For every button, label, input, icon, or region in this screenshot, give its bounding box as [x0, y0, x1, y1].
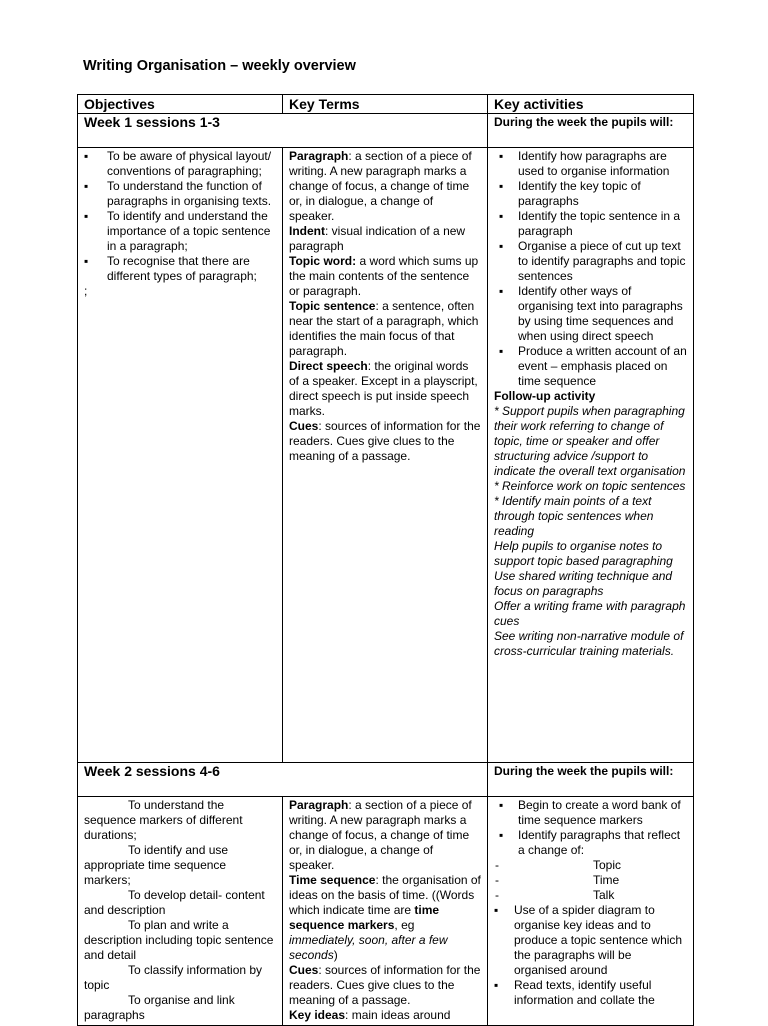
square-bullet-icon: ▪	[499, 209, 504, 223]
dash-bullet-icon: -	[495, 873, 499, 887]
week1-heading-row	[78, 114, 694, 148]
list-item: ▪ To identify and understand the importance of a topic sentence in a paragraph;	[84, 209, 271, 253]
week1-objectives-list	[84, 149, 276, 284]
list-item: ▪ Identify how paragraphs are used to organise information	[499, 149, 670, 178]
header-row	[78, 95, 694, 114]
week1-body-row	[78, 148, 694, 763]
week1-activities-cell	[488, 148, 694, 763]
week1-objectives-cell	[78, 148, 283, 763]
list-item: ▪ Organise a piece of cut up text to identify paragraphs and topic sentences	[499, 239, 686, 283]
key-term: Key ideas: main ideas around	[289, 1008, 451, 1022]
objectives-tail: ;	[84, 284, 88, 298]
week2-change-list	[494, 858, 687, 903]
square-bullet-icon: ▪	[499, 149, 504, 163]
list-item: ▪ Use of a spider diagram to organise key ideas and to produce a topic sentence which the paragraphs will be organised around	[494, 903, 683, 977]
week2-pupils-heading: During the week the pupils will:	[488, 763, 694, 797]
week1-key-terms-cell	[283, 148, 488, 763]
week2-activities-list	[494, 798, 687, 858]
overview-table	[77, 94, 694, 1026]
list-item: ▪ To recognise that there are different types of paragraph;	[84, 254, 257, 283]
list-item: ▪ Identify the key topic of paragraphs	[499, 179, 641, 208]
square-bullet-icon: ▪	[84, 254, 89, 268]
week2-heading: Week 2 sessions 4-6	[78, 763, 488, 797]
square-bullet-icon: ▪	[494, 978, 499, 992]
list-item: To classify information by topic	[84, 963, 263, 992]
week1-activities-list	[494, 149, 687, 389]
list-item: ▪ Read texts, identify useful information and collate the	[494, 978, 655, 1007]
week2-more-activities	[494, 903, 687, 1008]
week1-pupils-heading: During the week the pupils will:	[488, 114, 694, 148]
square-bullet-icon: ▪	[499, 239, 504, 253]
list-item: ▪ Identify paragraphs that reflect a change of:	[499, 828, 681, 857]
key-term: Paragraph: a section of a piece of writing. A new paragraph marks a change of focus, a change of time or, in dialogue, a change of speaker.	[289, 149, 472, 223]
square-bullet-icon: ▪	[84, 179, 89, 193]
list-item: ▪ To understand the function of paragraphs in organising texts.	[84, 179, 272, 208]
followup-list	[494, 404, 687, 659]
list-item: - Topic	[495, 858, 622, 872]
key-term: Topic word: a word which sums up the main contents of the sentence or paragraph.	[289, 254, 479, 298]
week2-heading-row	[78, 763, 694, 797]
square-bullet-icon: ▪	[494, 903, 499, 917]
square-bullet-icon: ▪	[499, 798, 504, 812]
week1-heading: Week 1 sessions 1-3	[78, 114, 488, 148]
key-term: Cues: sources of information for the readers. Cues give clues to the meaning of a passage.	[289, 419, 481, 463]
square-bullet-icon: ▪	[499, 284, 504, 298]
followup-item: See writing non-narrative module of cross-curricular training materials.	[494, 629, 684, 658]
week2-body-row	[78, 797, 694, 1026]
week2-activities-cell	[488, 797, 694, 1026]
column-header-key-terms: Key Terms	[283, 95, 488, 114]
followup-item: Help pupils to organise notes to support topic based paragraphing	[494, 539, 673, 568]
key-term: Topic sentence: a sentence, often near the start of a paragraph, which identifies the main focus of that paragraph.	[289, 299, 479, 358]
key-term: Cues: sources of information for the readers. Cues give clues to the meaning of a passage.	[289, 963, 481, 1007]
square-bullet-icon: ▪	[499, 828, 504, 842]
square-bullet-icon: ▪	[499, 344, 504, 358]
followup-item: Offer a writing frame with paragraph cues	[494, 599, 686, 628]
square-bullet-icon: ▪	[84, 209, 89, 223]
list-item: To identify and use appropriate time sequence markers;	[84, 843, 229, 887]
followup-item: * Identify main points of a text through topic sentences when reading	[494, 494, 654, 538]
followup-item: * Reinforce work on topic sentences	[494, 479, 686, 493]
list-item: To understand the sequence markers of different durations;	[84, 798, 243, 842]
followup-item: Use shared writing technique and focus on paragraphs	[494, 569, 673, 598]
list-item: ▪ To be aware of physical layout/ conventions of paragraphing;	[84, 149, 272, 178]
list-item: ▪ Produce a written account of an event – emphasis placed on time sequence	[499, 344, 687, 388]
list-item: - Time	[495, 873, 620, 887]
week2-objectives-list	[84, 798, 276, 1023]
column-header-key-activities: Key activities	[488, 95, 694, 114]
page-title: Writing Organisation – weekly overview	[83, 58, 356, 74]
square-bullet-icon: ▪	[84, 149, 89, 163]
list-item: To plan and write a description including topic sentence and detail	[84, 918, 274, 962]
list-item: ▪ Identify the topic sentence in a paragraph	[499, 209, 681, 238]
week2-key-terms-cell	[283, 797, 488, 1026]
list-item: - Talk	[495, 888, 615, 902]
key-term: Paragraph: a section of a piece of writing. A new paragraph marks a change of focus, a change of time or, in dialogue, a change of speaker.	[289, 798, 472, 872]
column-header-objectives: Objectives	[78, 95, 283, 114]
key-term: Direct speech: the original words of a speaker. Except in a playscript, direct speech is put inside speech marks.	[289, 359, 478, 418]
key-term: Time sequence: the organisation of ideas on the basis of time. ((Words which indicate time are time sequence markers, eg immediately, soon, after a few seconds)	[289, 873, 481, 962]
followup-item: * Support pupils when paragraphing their work referring to change of topic, time or speaker and offer structuring advice /support to indicate the overall text organisation	[494, 404, 686, 478]
week2-objectives-cell	[78, 797, 283, 1026]
list-item: To organise and link paragraphs	[84, 993, 235, 1022]
dash-bullet-icon: -	[495, 888, 499, 902]
followup-heading: Follow-up activity	[494, 389, 596, 403]
list-item: To develop detail- content and description	[84, 888, 265, 917]
list-item: ▪ Identify other ways of organising text into paragraphs by using time sequences and when using direct speech	[499, 284, 683, 343]
list-item: ▪ Begin to create a word bank of time sequence markers	[499, 798, 681, 827]
dash-bullet-icon: -	[495, 858, 499, 872]
square-bullet-icon: ▪	[499, 179, 504, 193]
key-term: Indent: visual indication of a new paragraph	[289, 224, 466, 253]
